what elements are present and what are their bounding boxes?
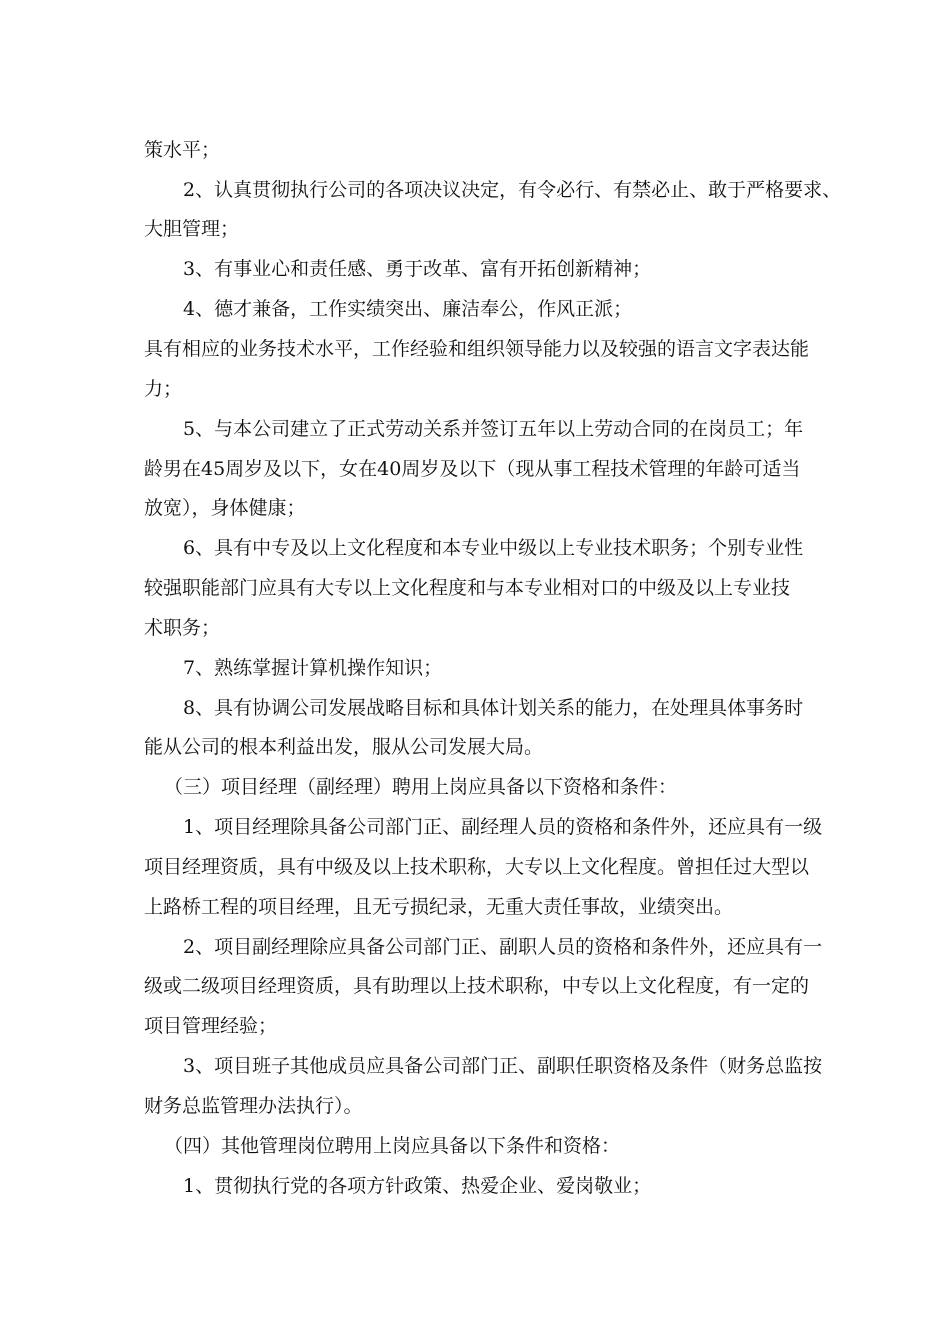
text-line: 力； [144,378,183,400]
text-line: 3、项目班子其他成员应具备公司部门正、副职任职资格及条件（财务总监按 [183,1055,823,1077]
text-line: 术职务； [144,617,221,639]
section-heading: （三）项目经理（副经理）聘用上岗应具备以下资格和条件： [164,776,678,798]
text-line: 4、德才兼备，工作实绩突出、廉洁奉公，作风正派； [183,298,633,320]
text-line: 6、具有中专及以上文化程度和本专业中级以上专业技术职务；个别专业性 [183,537,804,559]
text-line: 财务总监管理办法执行）。 [144,1095,363,1117]
text-line: 较强职能部门应具有大专以上文化程度和与本专业相对口的中级及以上专业技 [144,577,791,599]
text-line: 8、具有协调公司发展战略目标和具体计划关系的能力，在处理具体事务时 [183,697,804,719]
text-line: 1、贯彻执行党的各项方针政策、热爱企业、爱岗敬业； [183,1175,652,1197]
text-line: 7、熟练掌握计算机操作知识； [183,657,443,679]
text-line: 能从公司的根本利益出发，服从公司发展大局。 [144,736,544,758]
section-heading: （四）其他管理岗位聘用上岗应具备以下条件和资格： [164,1135,621,1157]
text-line: 3、有事业心和责任感、勇于改革、富有开拓创新精神； [183,258,652,280]
text-line: 级或二级项目经理资质，具有助理以上技术职称，中专以上文化程度，有一定的 [144,975,810,997]
text-line: 2、项目副经理除应具备公司部门正、副职人员的资格和条件外，还应具有一 [183,936,823,958]
text-line: 龄男在45周岁及以下，女在40周岁及以下（现从事工程技术管理的年龄可适当 [144,458,801,480]
text-line: 1、项目经理除具备公司部门正、副经理人员的资格和条件外，还应具有一级 [183,816,823,838]
text-line: 2、认真贯彻执行公司的各项决议决定，有令必行、有禁必止、敢于严格要求、 [183,179,842,201]
text-line: 具有相应的业务技术水平，工作经验和组织领导能力以及较强的语言文字表达能 [144,338,810,360]
text-line: 策水平； [144,139,221,161]
text-line: 放宽），身体健康； [144,497,306,519]
text-line: 大胆管理； [144,218,240,240]
text-line: 项目经理资质，具有中级及以上技术职称，大专以上文化程度。曾担任过大型以 [144,856,810,878]
text-line: 上路桥工程的项目经理，且无亏损纪录，无重大责任事故，业绩突出。 [144,896,734,918]
text-line: 5、与本公司建立了正式劳动关系并签订五年以上劳动合同的在岗员工；年 [183,418,804,440]
text-line: 项目管理经验； [144,1015,278,1037]
